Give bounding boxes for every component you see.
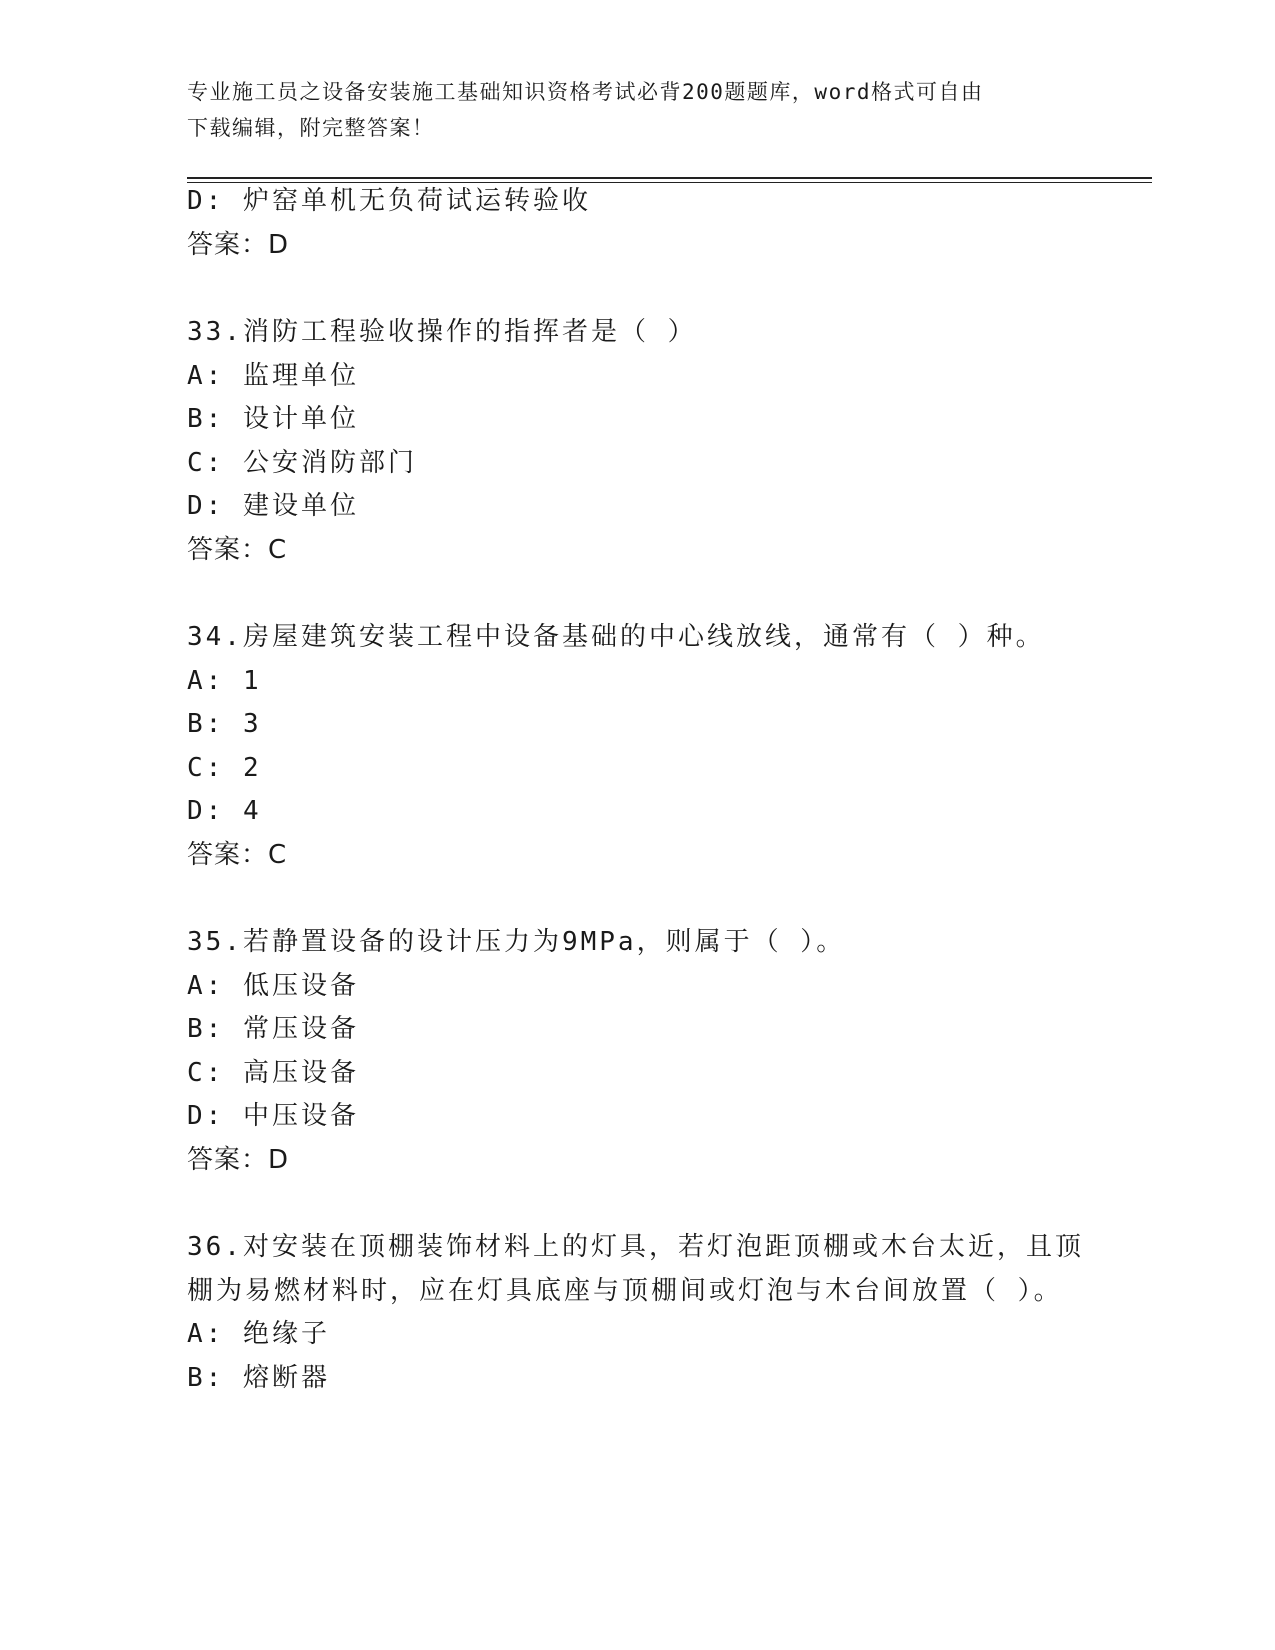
header-title-line-2: 下载编辑，附完整答案！	[187, 116, 435, 140]
q32-option-d: D: 炉窑单机无负荷试运转验收	[187, 186, 591, 216]
q34-option-c: C: 2	[187, 753, 262, 783]
header-divider-thin	[187, 182, 1152, 183]
q34-answer: 答案：C	[187, 840, 288, 870]
header-title-line-1: 专业施工员之设备安装施工基础知识资格考试必背200题题库，word格式可自由	[187, 80, 984, 104]
q36-option-b: B: 熔断器	[187, 1363, 330, 1393]
document-header	[187, 74, 1067, 146]
q35-option-a: A: 低压设备	[187, 971, 359, 1001]
header-divider-thick	[187, 177, 1152, 179]
q36-option-a: A: 绝缘子	[187, 1319, 330, 1349]
q35-answer: 答案：D	[187, 1145, 290, 1175]
q33-option-c: C: 公安消防部门	[187, 448, 417, 478]
q34-option-a: A: 1	[187, 666, 262, 696]
q34-stem: 34.房屋建筑安装工程中设备基础的中心线放线，通常有（ ）种。	[187, 622, 1045, 652]
q33-option-b: B: 设计单位	[187, 404, 359, 434]
q33-option-a: A: 监理单位	[187, 361, 359, 391]
q34-option-b: B: 3	[187, 709, 262, 739]
q35-option-c: C: 高压设备	[187, 1058, 359, 1088]
q33-stem: 33.消防工程验收操作的指挥者是（ ）	[187, 317, 697, 347]
q33-option-d: D: 建设单位	[187, 491, 359, 521]
q35-option-b: B: 常压设备	[187, 1014, 359, 1044]
q35-stem: 35.若静置设备的设计压力为9MPa，则属于（ ）。	[187, 927, 846, 957]
q32-answer: 答案：D	[187, 230, 290, 260]
q36-stem-line-2: 棚为易燃材料时，应在灯具底座与顶棚间或灯泡与木台间放置（ ）。	[187, 1276, 1063, 1306]
q33-answer: 答案：C	[187, 535, 288, 565]
q35-option-d: D: 中压设备	[187, 1101, 359, 1131]
q36-stem-line-1: 36.对安装在顶棚装饰材料上的灯具，若灯泡距顶棚或木台太近，且顶	[187, 1232, 1084, 1262]
q34-option-d: D: 4	[187, 796, 262, 826]
